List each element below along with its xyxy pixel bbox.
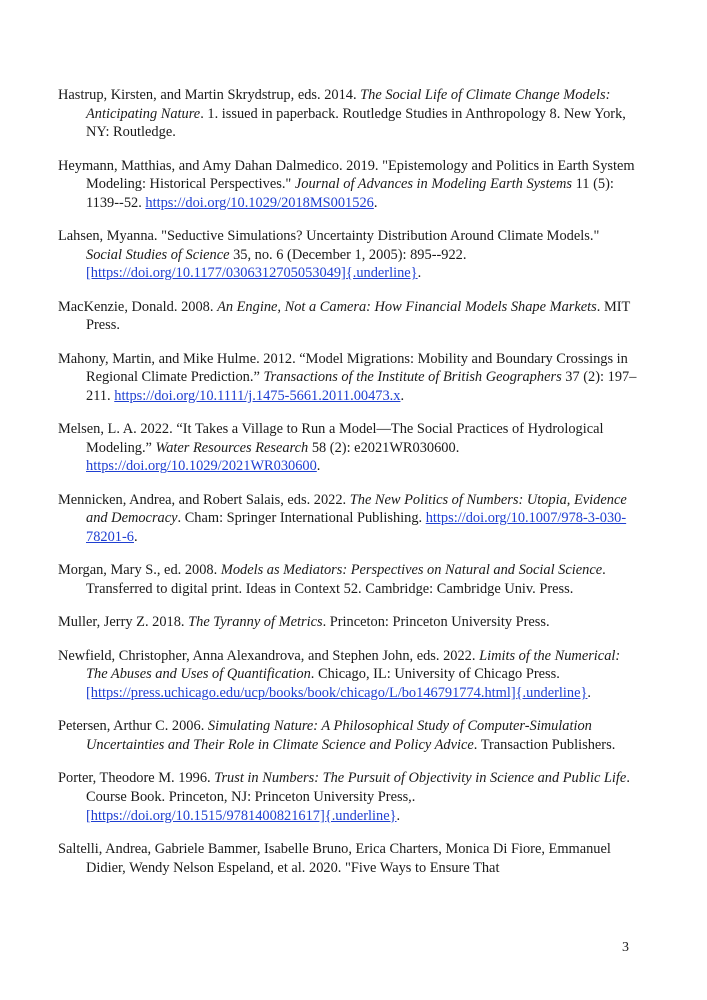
reference-end: .: [316, 458, 321, 475]
reference-authors-year: Mennicken, Andrea, and Robert Salais, eds. 2022.: [58, 491, 350, 508]
url-link[interactable]: [https://press.uchicago.edu/ucp/books/book/chicago/L/bo146791774.html]{.underline}: [86, 685, 588, 702]
reference-entry: [58, 350, 638, 406]
reference-title: Limits of the Numerical: The Abuses and Uses of Quantification: [86, 647, 621, 683]
reference-end: .: [587, 685, 592, 702]
reference-details: . Cham: Springer International Publishing.: [177, 510, 426, 527]
reference-authors-year: Saltelli, Andrea, Gabriele Bammer, Isabelle Bruno, Erica Charters, Monica Di Fiore, Emmanuel Didier, Wendy Nelson Espeland, et al. 2020. "Five Ways to Ensure That: [58, 840, 611, 876]
reference-authors-year: Mahony, Martin, and Mike Hulme. 2012. “Model Migrations: Mobility and Boundary Crossings in Regional Climate Prediction.”: [58, 350, 628, 386]
reference-entry: [58, 86, 638, 142]
reference-authors-year: Lahsen, Myanna. "Seductive Simulations? Uncertainty Distribution Around Climate Models.": [58, 228, 600, 245]
reference-details: 35, no. 6 (December 1, 2005): 895--922.: [229, 246, 467, 263]
page-number: 3: [622, 940, 629, 955]
reference-authors-year: Muller, Jerry Z. 2018.: [58, 614, 189, 631]
reference-entry: [58, 613, 638, 632]
reference-authors-year: Morgan, Mary S., ed. 2008.: [58, 562, 221, 579]
reference-authors-year: Melsen, L. A. 2022. “It Takes a Village to Run a Model—The Social Practices of Hydrological Modeling.”: [58, 421, 604, 456]
reference-entry: [58, 157, 638, 213]
reference-details: 37 (2): 197–211.: [86, 369, 637, 404]
reference-end: .: [417, 265, 422, 282]
reference-details: . Chicago, IL: University of Chicago Press.: [310, 666, 560, 683]
doi-link[interactable]: https://doi.org/10.1029/2018MS001526: [145, 194, 374, 211]
doi-link[interactable]: https://doi.org/10.1007/978-3-030-78201-6: [86, 510, 627, 546]
reference-end: .: [133, 529, 138, 546]
reference-details: . Course Book. Princeton, NJ: Princeton University Press,.: [86, 770, 630, 805]
reference-title: Simulating Nature: A Philosophical Study of Computer-Simulation Uncertainties and Their Role in Climate Science and Policy Advice: [86, 718, 592, 753]
reference-authors-year: Hastrup, Kirsten, and Martin Skrydstrup, eds. 2014.: [58, 87, 361, 103]
reference-details: . Princeton: Princeton University Press.: [322, 614, 550, 631]
reference-details: . Transaction Publishers.: [473, 737, 616, 753]
reference-title: Models as Mediators: Perspectives on Natural and Social Science: [220, 562, 603, 579]
reference-end: .: [396, 807, 401, 824]
reference-authors-year: Newfield, Christopher, Anna Alexandrova, and Stephen John, eds. 2022.: [58, 647, 480, 664]
doi-link[interactable]: https://doi.org/10.1029/2021WR030600: [86, 458, 317, 475]
reference-entry: [58, 298, 638, 335]
reference-title: An Engine, Not a Camera: How Financial Models Shape Markets: [217, 298, 597, 315]
reference-title: Trust in Numbers: The Pursuit of Objectivity in Science and Public Life: [214, 770, 627, 787]
reference-title: The Tyranny of Metrics: [188, 614, 323, 631]
reference-entry: [58, 647, 638, 703]
reference-authors-year: MacKenzie, Donald. 2008.: [58, 298, 218, 315]
doi-link[interactable]: https://doi.org/10.1111/j.1475-5661.2011.00473.x: [114, 387, 401, 404]
reference-entry: [58, 769, 638, 825]
reference-entry: [58, 227, 638, 283]
reference-entry: [58, 561, 638, 598]
reference-end: .: [400, 387, 405, 404]
reference-title: The New Politics of Numbers: Utopia, Evidence and Democracy: [86, 491, 627, 527]
reference-authors-year: Petersen, Arthur C. 2006.: [58, 718, 208, 735]
reference-details: 11 (5): 1139--52.: [86, 176, 614, 211]
reference-entry: [58, 717, 638, 754]
bibliography-list: [58, 86, 638, 892]
reference-end: .: [373, 194, 378, 211]
reference-details: 58 (2): e2021WR030600.: [308, 439, 460, 456]
reference-journal: Transactions of the Institute of British Geographers: [263, 369, 562, 386]
reference-entry: [58, 840, 638, 877]
reference-entry: [58, 420, 638, 476]
doi-link[interactable]: [https://doi.org/10.1177/0306312705053049]{.underline}: [86, 265, 418, 282]
reference-entry: [58, 491, 638, 547]
reference-authors-year: Heymann, Matthias, and Amy Dahan Dalmedico. 2019. "Epistemology and Politics in Earth System Modeling: Historical Perspectives.": [58, 157, 635, 193]
reference-authors-year: Porter, Theodore M. 1996.: [58, 770, 215, 787]
reference-details: . 1. issued in paperback. Routledge Studies in Anthropology 8. New York, NY: Routledge.: [86, 105, 626, 141]
reference-details: . Transferred to digital print. Ideas in Context 52. Cambridge: Cambridge Univ. Press.: [86, 562, 606, 598]
reference-journal: Water Resources Research: [155, 439, 309, 456]
reference-journal: Journal of Advances in Modeling Earth Systems: [294, 176, 573, 193]
reference-journal: Social Studies of Science: [86, 246, 230, 263]
reference-details: . MIT Press.: [86, 298, 631, 334]
reference-title: The Social Life of Climate Change Models: Anticipating Nature: [86, 87, 611, 122]
doi-link[interactable]: [https://doi.org/10.1515/9781400821617]{.underline}: [86, 807, 397, 824]
